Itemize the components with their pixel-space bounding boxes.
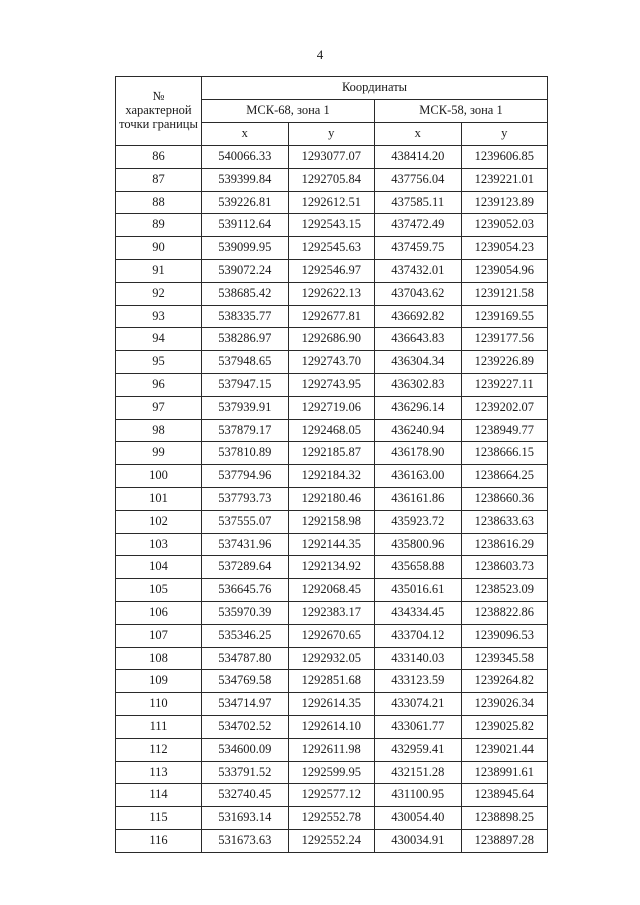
msk58-y-cell: 1239052.03 bbox=[461, 214, 548, 237]
point-number-cell: 101 bbox=[116, 487, 202, 510]
msk58-x-cell: 430034.91 bbox=[375, 829, 462, 852]
table-row bbox=[116, 396, 548, 419]
msk68-y-cell: 1292185.87 bbox=[288, 442, 375, 465]
msk68-y-cell: 1292743.70 bbox=[288, 351, 375, 374]
point-number-cell: 98 bbox=[116, 419, 202, 442]
axis-header-y: y bbox=[288, 123, 375, 146]
msk58-x-cell: 436692.82 bbox=[375, 305, 462, 328]
msk68-x-cell: 539072.24 bbox=[202, 259, 289, 282]
point-number-cell: 102 bbox=[116, 510, 202, 533]
coordinates-header: Координаты bbox=[202, 77, 548, 100]
msk68-y-cell: 1292599.95 bbox=[288, 761, 375, 784]
msk68-y-cell: 1292705.84 bbox=[288, 168, 375, 191]
point-number-cell: 105 bbox=[116, 579, 202, 602]
msk68-x-cell: 537810.89 bbox=[202, 442, 289, 465]
table-row bbox=[116, 784, 548, 807]
table-row bbox=[116, 237, 548, 260]
point-number-cell: 116 bbox=[116, 829, 202, 852]
msk58-y-cell: 1238897.28 bbox=[461, 829, 548, 852]
msk68-x-cell: 533791.52 bbox=[202, 761, 289, 784]
msk68-x-cell: 534600.09 bbox=[202, 738, 289, 761]
msk68-y-cell: 1292614.10 bbox=[288, 715, 375, 738]
msk68-y-cell: 1292383.17 bbox=[288, 601, 375, 624]
point-number-cell: 99 bbox=[116, 442, 202, 465]
msk58-y-cell: 1238603.73 bbox=[461, 556, 548, 579]
msk58-x-cell: 435923.72 bbox=[375, 510, 462, 533]
msk68-x-cell: 534714.97 bbox=[202, 693, 289, 716]
msk68-y-cell: 1292611.98 bbox=[288, 738, 375, 761]
table-row bbox=[116, 601, 548, 624]
msk68-x-cell: 539099.95 bbox=[202, 237, 289, 260]
msk58-y-cell: 1238633.63 bbox=[461, 510, 548, 533]
point-number-cell: 96 bbox=[116, 373, 202, 396]
msk58-y-cell: 1239221.01 bbox=[461, 168, 548, 191]
msk68-y-cell: 1292134.92 bbox=[288, 556, 375, 579]
point-number-cell: 112 bbox=[116, 738, 202, 761]
msk58-y-cell: 1238664.25 bbox=[461, 465, 548, 488]
table-row bbox=[116, 487, 548, 510]
table-row bbox=[116, 419, 548, 442]
axis-header-x: x bbox=[375, 123, 462, 146]
table-row bbox=[116, 693, 548, 716]
msk68-x-cell: 538286.97 bbox=[202, 328, 289, 351]
table-row bbox=[116, 533, 548, 556]
table-row bbox=[116, 168, 548, 191]
point-number-cell: 91 bbox=[116, 259, 202, 282]
point-number-cell: 95 bbox=[116, 351, 202, 374]
msk58-y-cell: 1239345.58 bbox=[461, 647, 548, 670]
msk68-y-cell: 1292158.98 bbox=[288, 510, 375, 533]
point-number-cell: 100 bbox=[116, 465, 202, 488]
msk68-y-cell: 1292543.15 bbox=[288, 214, 375, 237]
msk68-y-cell: 1292180.46 bbox=[288, 487, 375, 510]
msk58-x-cell: 435016.61 bbox=[375, 579, 462, 602]
point-number-cell: 87 bbox=[116, 168, 202, 191]
msk58-x-cell: 438414.20 bbox=[375, 146, 462, 169]
msk68-x-cell: 532740.45 bbox=[202, 784, 289, 807]
msk68-y-cell: 1292552.78 bbox=[288, 807, 375, 830]
msk58-y-cell: 1238945.64 bbox=[461, 784, 548, 807]
table-header bbox=[116, 77, 548, 146]
msk68-x-cell: 539226.81 bbox=[202, 191, 289, 214]
table-row bbox=[116, 282, 548, 305]
msk68-x-cell: 531673.63 bbox=[202, 829, 289, 852]
msk58-x-cell: 430054.40 bbox=[375, 807, 462, 830]
table-row bbox=[116, 351, 548, 374]
point-number-cell: 86 bbox=[116, 146, 202, 169]
table-row bbox=[116, 761, 548, 784]
msk58-x-cell: 436643.83 bbox=[375, 328, 462, 351]
msk68-y-cell: 1292932.05 bbox=[288, 647, 375, 670]
msk68-x-cell: 537939.91 bbox=[202, 396, 289, 419]
msk58-x-cell: 432151.28 bbox=[375, 761, 462, 784]
point-number-cell: 107 bbox=[116, 624, 202, 647]
msk58-y-cell: 1239177.56 bbox=[461, 328, 548, 351]
point-number-cell: 113 bbox=[116, 761, 202, 784]
msk68-x-cell: 537289.64 bbox=[202, 556, 289, 579]
table-row bbox=[116, 579, 548, 602]
table-row bbox=[116, 510, 548, 533]
msk58-y-cell: 1239021.44 bbox=[461, 738, 548, 761]
msk58-x-cell: 433123.59 bbox=[375, 670, 462, 693]
table-row bbox=[116, 738, 548, 761]
page-number: 4 bbox=[316, 47, 324, 62]
msk58-y-cell: 1239606.85 bbox=[461, 146, 548, 169]
msk58-x-cell: 437756.04 bbox=[375, 168, 462, 191]
point-number-cell: 109 bbox=[116, 670, 202, 693]
msk68-x-cell: 539112.64 bbox=[202, 214, 289, 237]
msk58-y-cell: 1238660.36 bbox=[461, 487, 548, 510]
msk58-x-cell: 436296.14 bbox=[375, 396, 462, 419]
point-number-cell: 106 bbox=[116, 601, 202, 624]
msk58-x-cell: 431100.95 bbox=[375, 784, 462, 807]
msk68-x-cell: 534787.80 bbox=[202, 647, 289, 670]
point-number-cell: 115 bbox=[116, 807, 202, 830]
msk58-y-cell: 1238523.09 bbox=[461, 579, 548, 602]
msk68-x-cell: 538335.77 bbox=[202, 305, 289, 328]
msk58-x-cell: 433704.12 bbox=[375, 624, 462, 647]
system-header-msk68: МСК-68, зона 1 bbox=[202, 100, 375, 123]
msk68-y-cell: 1292545.63 bbox=[288, 237, 375, 260]
msk58-x-cell: 436302.83 bbox=[375, 373, 462, 396]
msk68-y-cell: 1293077.07 bbox=[288, 146, 375, 169]
msk58-y-cell: 1239026.34 bbox=[461, 693, 548, 716]
msk58-x-cell: 436161.86 bbox=[375, 487, 462, 510]
msk68-x-cell: 536645.76 bbox=[202, 579, 289, 602]
table-row bbox=[116, 465, 548, 488]
table-body bbox=[116, 146, 548, 853]
table-row bbox=[116, 556, 548, 579]
msk58-x-cell: 437585.11 bbox=[375, 191, 462, 214]
msk58-y-cell: 1239054.96 bbox=[461, 259, 548, 282]
msk68-y-cell: 1292614.35 bbox=[288, 693, 375, 716]
msk68-x-cell: 538685.42 bbox=[202, 282, 289, 305]
msk58-y-cell: 1238616.29 bbox=[461, 533, 548, 556]
msk58-y-cell: 1238949.77 bbox=[461, 419, 548, 442]
point-number-cell: 94 bbox=[116, 328, 202, 351]
table-row bbox=[116, 259, 548, 282]
table-row bbox=[116, 191, 548, 214]
msk68-y-cell: 1292577.12 bbox=[288, 784, 375, 807]
msk58-x-cell: 437043.62 bbox=[375, 282, 462, 305]
msk58-x-cell: 433140.03 bbox=[375, 647, 462, 670]
msk68-x-cell: 531693.14 bbox=[202, 807, 289, 830]
msk58-y-cell: 1239169.55 bbox=[461, 305, 548, 328]
point-number-cell: 111 bbox=[116, 715, 202, 738]
msk68-y-cell: 1292144.35 bbox=[288, 533, 375, 556]
table-row bbox=[116, 807, 548, 830]
msk58-x-cell: 434334.45 bbox=[375, 601, 462, 624]
msk68-x-cell: 534702.52 bbox=[202, 715, 289, 738]
msk68-x-cell: 534769.58 bbox=[202, 670, 289, 693]
msk58-x-cell: 437459.75 bbox=[375, 237, 462, 260]
point-number-cell: 89 bbox=[116, 214, 202, 237]
table-row bbox=[116, 305, 548, 328]
point-header-line: № bbox=[152, 89, 165, 104]
msk58-y-cell: 1239025.82 bbox=[461, 715, 548, 738]
msk58-x-cell: 433061.77 bbox=[375, 715, 462, 738]
table-row bbox=[116, 328, 548, 351]
msk58-x-cell: 436240.94 bbox=[375, 419, 462, 442]
point-header-line: точки границы bbox=[119, 116, 198, 131]
msk68-y-cell: 1292468.05 bbox=[288, 419, 375, 442]
msk68-x-cell: 537794.96 bbox=[202, 465, 289, 488]
msk58-x-cell: 435658.88 bbox=[375, 556, 462, 579]
table-row bbox=[116, 214, 548, 237]
msk58-y-cell: 1239226.89 bbox=[461, 351, 548, 374]
msk68-y-cell: 1292612.51 bbox=[288, 191, 375, 214]
msk68-x-cell: 537948.65 bbox=[202, 351, 289, 374]
msk68-x-cell: 540066.33 bbox=[202, 146, 289, 169]
point-number-cell: 93 bbox=[116, 305, 202, 328]
msk58-y-cell: 1239264.82 bbox=[461, 670, 548, 693]
point-number-cell: 114 bbox=[116, 784, 202, 807]
msk68-x-cell: 537879.17 bbox=[202, 419, 289, 442]
msk68-y-cell: 1292552.24 bbox=[288, 829, 375, 852]
point-number-cell: 108 bbox=[116, 647, 202, 670]
msk58-y-cell: 1239227.11 bbox=[461, 373, 548, 396]
table-row bbox=[116, 715, 548, 738]
msk68-y-cell: 1292670.65 bbox=[288, 624, 375, 647]
msk68-x-cell: 535970.39 bbox=[202, 601, 289, 624]
msk68-y-cell: 1292546.97 bbox=[288, 259, 375, 282]
msk68-y-cell: 1292743.95 bbox=[288, 373, 375, 396]
msk58-x-cell: 437432.01 bbox=[375, 259, 462, 282]
table-row bbox=[116, 624, 548, 647]
point-number-cell: 103 bbox=[116, 533, 202, 556]
point-number-cell: 97 bbox=[116, 396, 202, 419]
msk68-y-cell: 1292184.32 bbox=[288, 465, 375, 488]
msk58-x-cell: 436304.34 bbox=[375, 351, 462, 374]
msk58-y-cell: 1239054.23 bbox=[461, 237, 548, 260]
msk68-y-cell: 1292622.13 bbox=[288, 282, 375, 305]
msk68-x-cell: 537947.15 bbox=[202, 373, 289, 396]
msk68-y-cell: 1292068.45 bbox=[288, 579, 375, 602]
msk58-y-cell: 1239096.53 bbox=[461, 624, 548, 647]
msk58-x-cell: 436163.00 bbox=[375, 465, 462, 488]
point-number-cell: 88 bbox=[116, 191, 202, 214]
msk68-x-cell: 535346.25 bbox=[202, 624, 289, 647]
point-number-header bbox=[116, 77, 202, 146]
msk58-y-cell: 1239121.58 bbox=[461, 282, 548, 305]
msk68-y-cell: 1292719.06 bbox=[288, 396, 375, 419]
point-number-cell: 90 bbox=[116, 237, 202, 260]
msk68-x-cell: 539399.84 bbox=[202, 168, 289, 191]
point-number-cell: 92 bbox=[116, 282, 202, 305]
coordinates-table bbox=[115, 76, 548, 853]
msk58-y-cell: 1239123.89 bbox=[461, 191, 548, 214]
msk68-y-cell: 1292677.81 bbox=[288, 305, 375, 328]
point-header-line: характерной bbox=[125, 103, 192, 118]
table-row bbox=[116, 442, 548, 465]
msk58-y-cell: 1238991.61 bbox=[461, 761, 548, 784]
msk58-y-cell: 1238898.25 bbox=[461, 807, 548, 830]
table-row bbox=[116, 829, 548, 852]
msk58-y-cell: 1239202.07 bbox=[461, 396, 548, 419]
msk58-x-cell: 437472.49 bbox=[375, 214, 462, 237]
msk68-x-cell: 537793.73 bbox=[202, 487, 289, 510]
table-row bbox=[116, 647, 548, 670]
msk58-x-cell: 435800.96 bbox=[375, 533, 462, 556]
table-row bbox=[116, 373, 548, 396]
msk58-x-cell: 433074.21 bbox=[375, 693, 462, 716]
point-number-cell: 104 bbox=[116, 556, 202, 579]
msk58-y-cell: 1238822.86 bbox=[461, 601, 548, 624]
point-number-cell: 110 bbox=[116, 693, 202, 716]
msk68-y-cell: 1292851.68 bbox=[288, 670, 375, 693]
msk58-x-cell: 436178.90 bbox=[375, 442, 462, 465]
msk68-x-cell: 537555.07 bbox=[202, 510, 289, 533]
msk58-y-cell: 1238666.15 bbox=[461, 442, 548, 465]
table-row bbox=[116, 146, 548, 169]
axis-header-y: y bbox=[461, 123, 548, 146]
axis-header-x: x bbox=[202, 123, 289, 146]
msk68-x-cell: 537431.96 bbox=[202, 533, 289, 556]
msk68-y-cell: 1292686.90 bbox=[288, 328, 375, 351]
table-row bbox=[116, 670, 548, 693]
system-header-msk58: МСК-58, зона 1 bbox=[375, 100, 548, 123]
msk58-x-cell: 432959.41 bbox=[375, 738, 462, 761]
